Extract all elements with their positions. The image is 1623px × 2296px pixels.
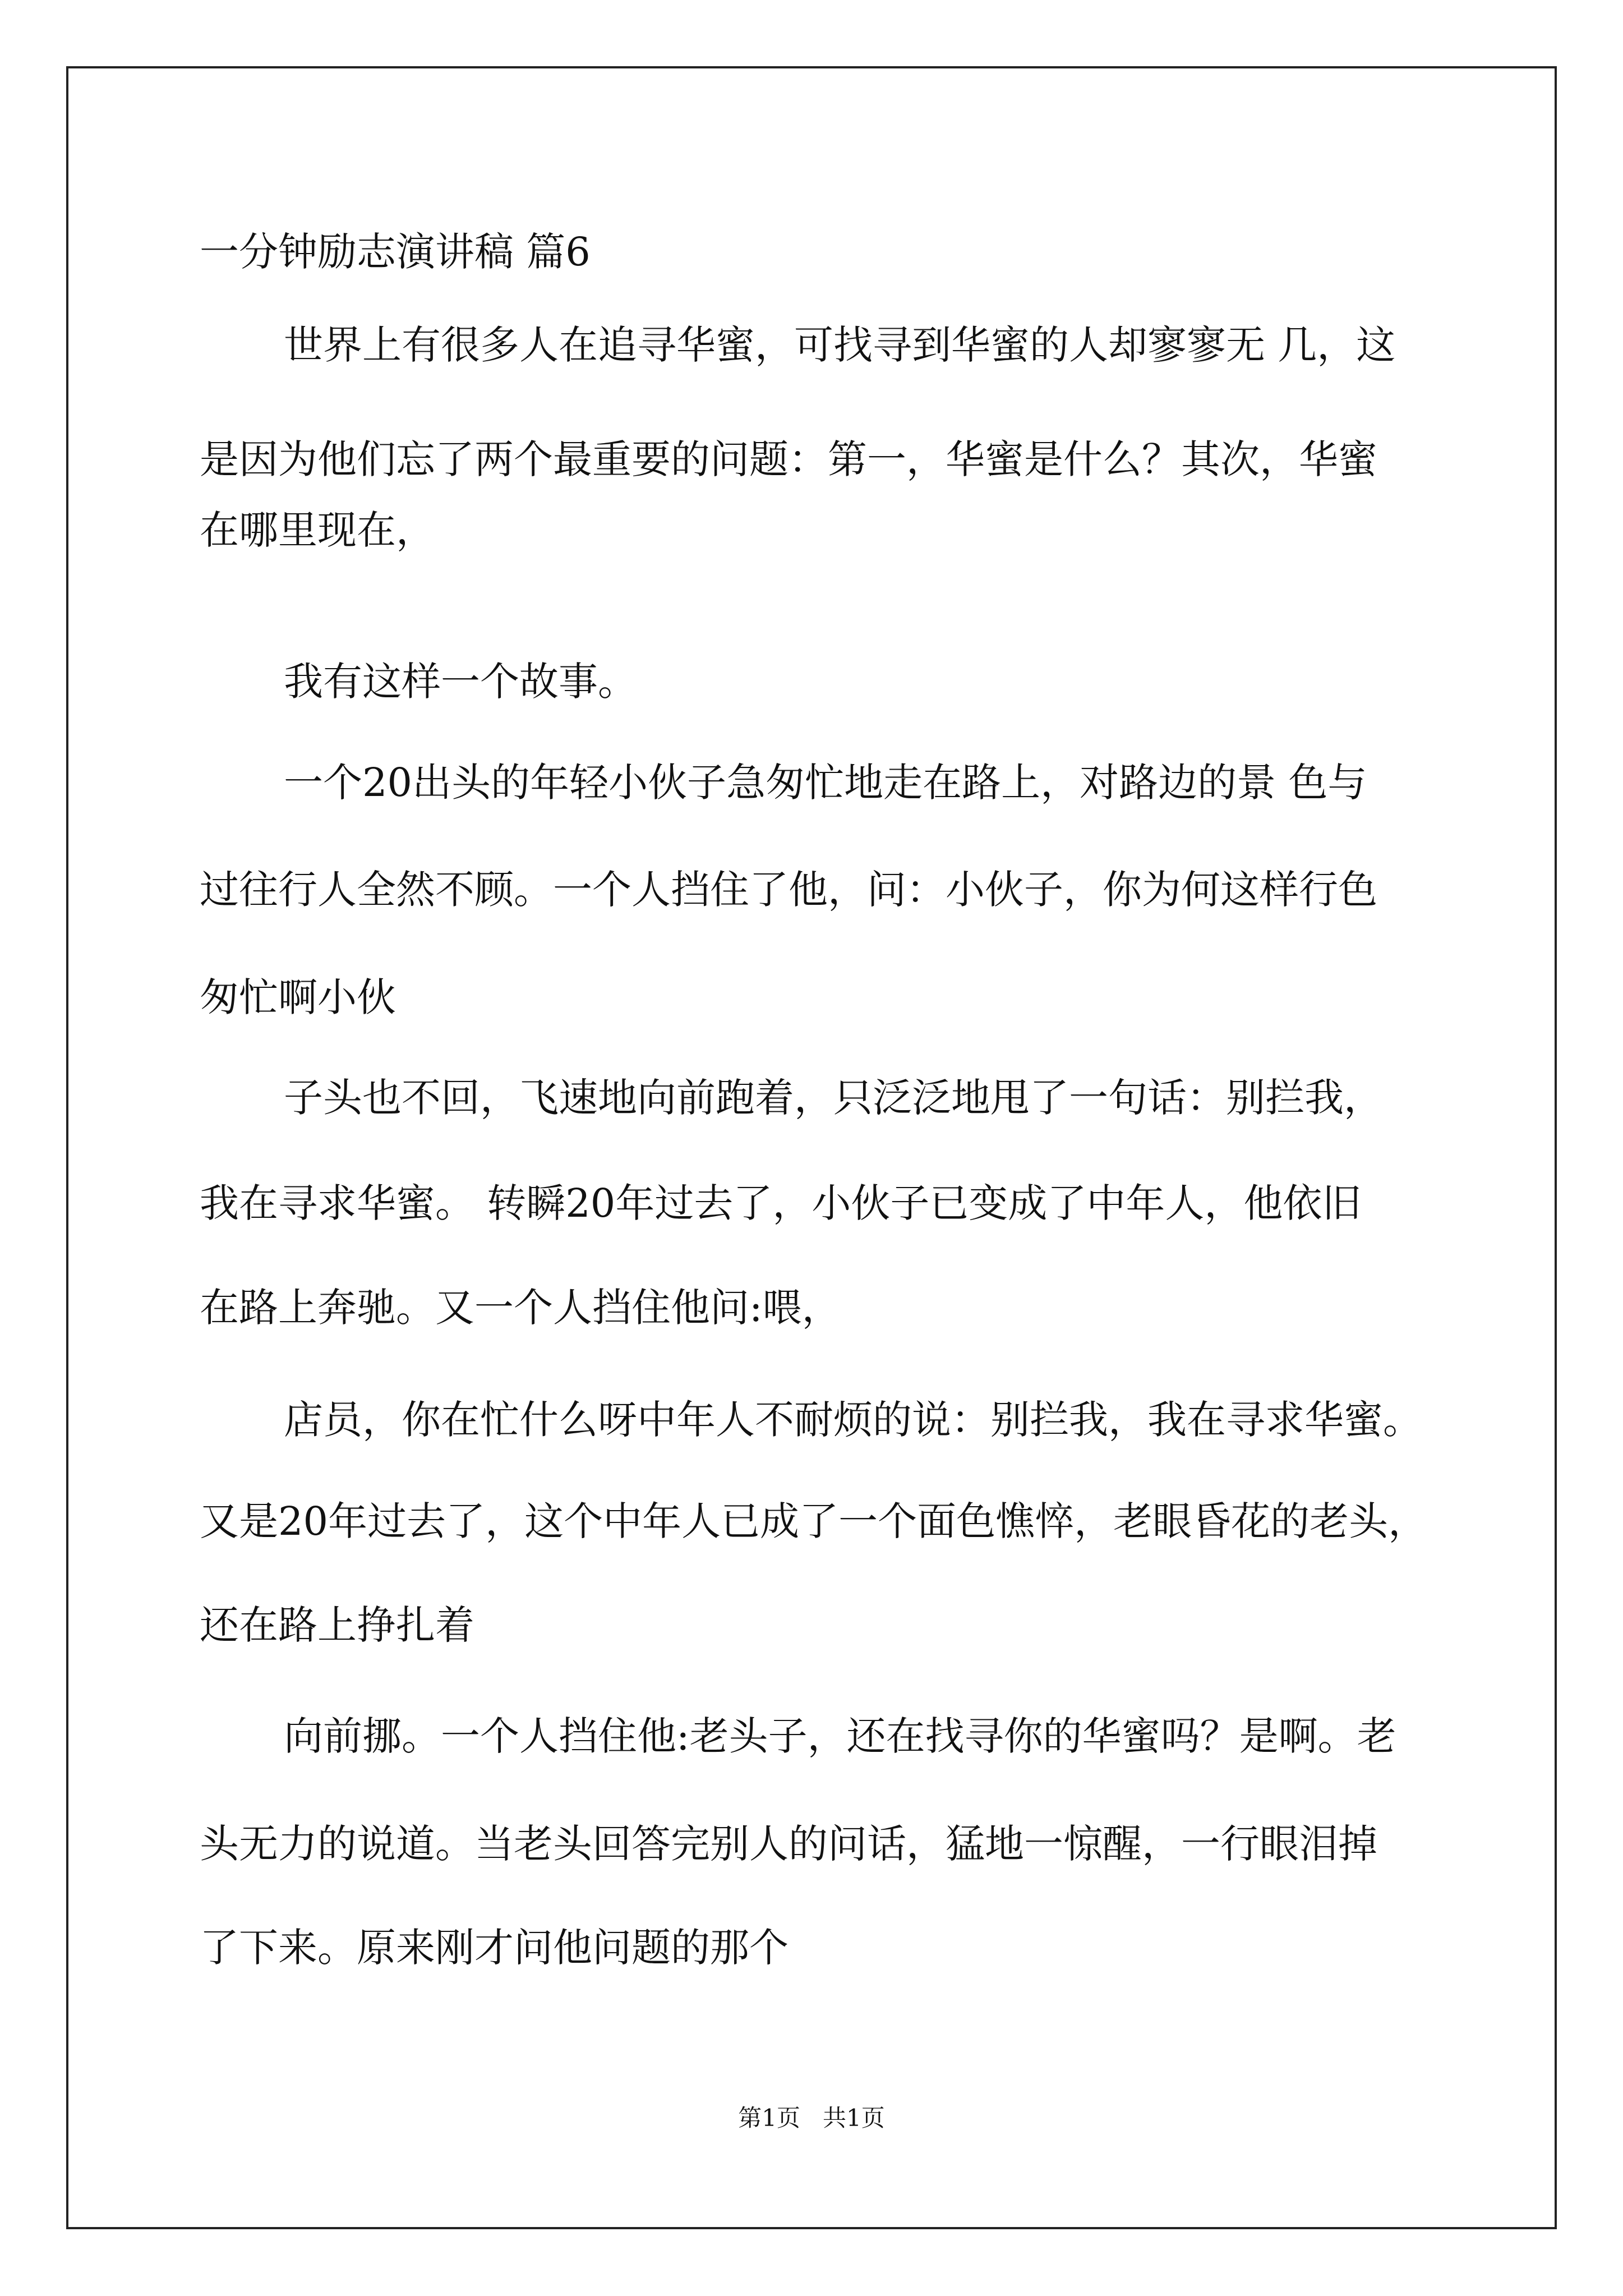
- paragraph-line: 店员，你在忙什么呀中年人不耐烦的说：别拦我，我在寻求华蜜。: [284, 1397, 1422, 1443]
- page-footer: 第1页 共1页: [738, 2104, 885, 2132]
- page-border: [66, 66, 1557, 2229]
- paragraph-line: 向前挪。一个人挡住他:老头子，还在找寻你的华蜜吗？是啊。老: [284, 1713, 1396, 1759]
- paragraph-line: 子头也不回，飞速地向前跑着，只泛泛地甩了一句话：别拦我，: [284, 1075, 1383, 1121]
- paragraph-line: 世界上有很多人在追寻华蜜，可找寻到华蜜的人却寥寥无 几，这: [284, 322, 1396, 368]
- paragraph-line: 在路上奔驰。又一个人挡住他问:喂，: [200, 1285, 841, 1331]
- paragraph-line: 我在寻求华蜜。 转瞬20年过去了，小伙子已变成了中年人，他依旧: [200, 1180, 1362, 1226]
- paragraph-line: 头无力的说道。当老头回答完别人的问话，猛地一惊醒，一行眼泪掉: [200, 1821, 1377, 1867]
- paragraph-line: 是因为他们忘了两个最重要的问题：第一，华蜜是什么？其次，华蜜: [200, 436, 1377, 482]
- paragraph-line: 过往行人全然不顾。一个人挡住了他，问：小伙子，你为何这样行色: [200, 867, 1377, 913]
- paragraph-line: 了下来。原来刚才问他问题的那个: [200, 1925, 789, 1971]
- document-title: 一分钟励志演讲稿 篇6: [200, 229, 591, 275]
- paragraph-line: 匆忙啊小伙: [200, 974, 396, 1020]
- paragraph-line: 一个20出头的年轻小伙子急匆忙地走在路上，对路边的景 色与: [284, 760, 1367, 806]
- paragraph-line: 还在路上挣扎着: [200, 1602, 474, 1648]
- paragraph-line: 在哪里现在，: [200, 507, 435, 553]
- paragraph-line: 我有这样一个故事。: [284, 659, 637, 705]
- paragraph-line: 又是20年过去了，这个中年人已成了一个面色憔悴，老眼昏花的老头，: [200, 1498, 1428, 1544]
